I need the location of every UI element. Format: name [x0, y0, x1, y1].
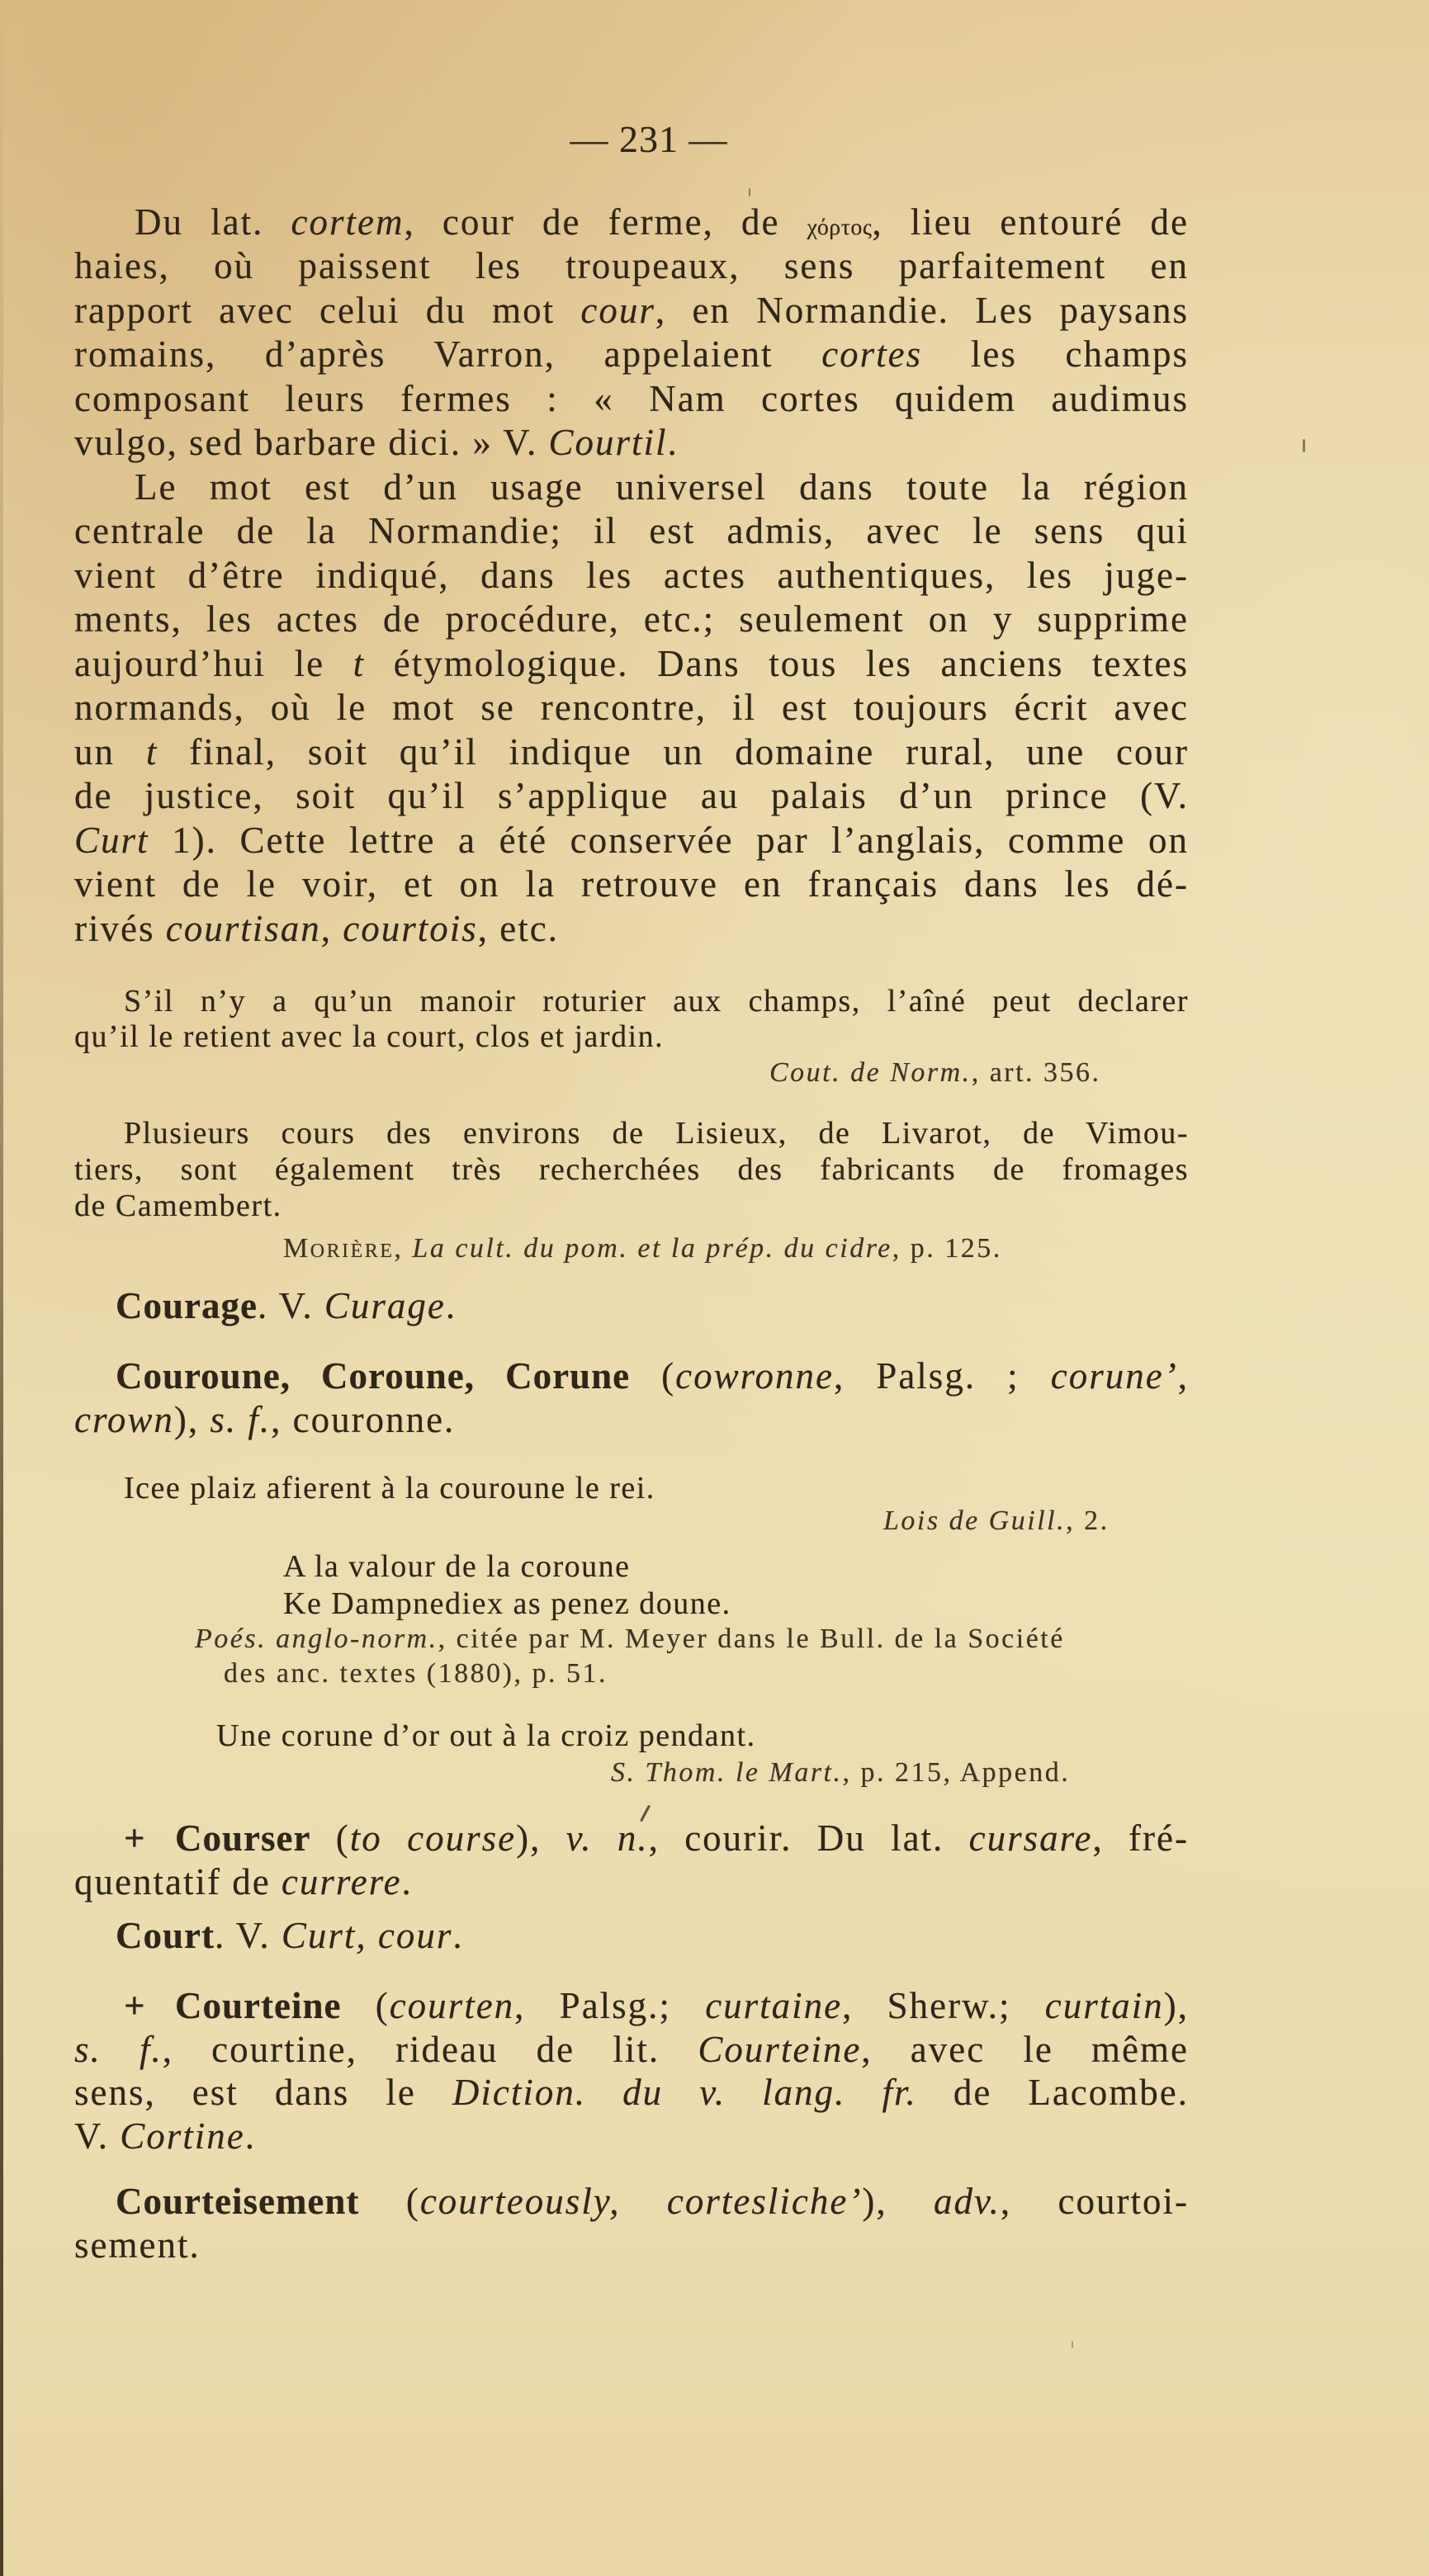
- italic-text: t: [353, 643, 366, 684]
- italic-text: curtain: [1044, 1985, 1164, 2026]
- small-caps-author: Morière: [283, 1233, 395, 1264]
- italic-text: crown: [74, 1399, 174, 1440]
- text-run: Le mot est d’un usage universel dans toute la région: [135, 466, 1189, 508]
- text-run: .: [445, 1285, 457, 1326]
- text-run: ,: [1177, 1355, 1189, 1397]
- italic-text: Lois de Guill.: [883, 1505, 1067, 1536]
- headword: Courteine: [175, 1985, 342, 2026]
- text-line: [74, 731, 1190, 773]
- text-run: final, soit qu’il indique un domaine rural, une cour: [158, 731, 1190, 773]
- headword-line: [116, 1285, 1189, 1326]
- italic-text: cursare: [968, 1817, 1093, 1859]
- headword-line: [175, 1817, 1189, 1859]
- text-run: romains, d’après Varron, appelaient: [74, 333, 822, 375]
- italic-text: v. n.: [565, 1817, 649, 1859]
- italic-text: courtois: [343, 908, 478, 949]
- quote-line: [216, 1720, 1189, 1751]
- text-line: [135, 201, 1189, 243]
- text-run: . V.: [214, 1915, 282, 1956]
- text-run: .: [667, 422, 679, 463]
- text-run: des anc. textes (1880), p. 51.: [224, 1658, 608, 1689]
- text-run: ,: [394, 1233, 413, 1264]
- text-run: ),: [862, 2181, 934, 2222]
- text-run: aujourd’hui le: [74, 643, 353, 684]
- text-run: ),: [1163, 1985, 1189, 2026]
- citation-source: [283, 1235, 1189, 1263]
- text-run: ),: [516, 1817, 566, 1859]
- text-run: ),: [173, 1399, 211, 1440]
- text-run: les champs: [922, 333, 1189, 375]
- text-run: .: [244, 2115, 256, 2157]
- text-run: , citée par M. Meyer dans le Bull. de la Société: [438, 1624, 1065, 1654]
- page-edge-shadow: [0, 0, 3, 2576]
- text-line: [74, 333, 1189, 375]
- italic-text: s. f.: [74, 2029, 163, 2070]
- text-run: , fré-: [1092, 1817, 1189, 1859]
- text-run: , couronne.: [271, 1399, 456, 1440]
- text-run: , art. 356.: [971, 1057, 1101, 1088]
- text-run: .: [452, 1915, 464, 1956]
- text-line: [74, 380, 1189, 418]
- text-run: (: [341, 1985, 390, 2026]
- text-run: ,: [320, 908, 343, 949]
- ink-speck: [749, 188, 750, 196]
- text-line: [74, 2031, 1189, 2068]
- text-run: (: [359, 2181, 420, 2222]
- text-run: ments, les actes de procédure, etc.; seulement on y supprime: [74, 598, 1189, 640]
- text-run: de Lacombe.: [916, 2072, 1190, 2113]
- headword-line: [175, 1985, 1189, 2026]
- text-line: [74, 822, 1189, 859]
- text-run: , courir. Du lat.: [648, 1817, 969, 1859]
- text-line: [74, 557, 1189, 594]
- italic-text: cour: [580, 290, 655, 331]
- citation-source: [611, 1759, 1189, 1787]
- text-line: [74, 689, 1189, 726]
- greek-word: χόρτος: [807, 215, 873, 240]
- verse-line: [283, 1551, 1189, 1582]
- ink-speck: [1072, 2341, 1073, 2348]
- text-run: , Palsg. ;: [833, 1355, 1051, 1397]
- italic-text: Diction. du v. lang. fr.: [452, 2072, 917, 2113]
- quote-line: [124, 1472, 1189, 1504]
- italic-text: t: [145, 731, 159, 773]
- italic-text: corune’: [1050, 1355, 1178, 1397]
- italic-text: Curt, cour: [281, 1915, 453, 1956]
- text-run: V.: [74, 2115, 121, 2157]
- italic-text: s. f.: [210, 1399, 272, 1440]
- text-run: quentatif de: [74, 1861, 282, 1902]
- italic-text: cortes: [821, 333, 923, 375]
- text-line: [74, 598, 1189, 640]
- quote-line: [124, 1118, 1189, 1149]
- text-run: étymologique. Dans tous les anciens textes: [365, 643, 1189, 684]
- headword: Couroune, Coroune, Corune: [116, 1355, 631, 1397]
- text-run: vient de le voir, et on la retrouve en français dans les dé-: [74, 863, 1189, 905]
- text-line: [74, 645, 1189, 683]
- page-number: — 231 —: [570, 118, 728, 160]
- italic-text: cortem: [291, 201, 405, 243]
- citation-source: [195, 1625, 1189, 1653]
- text-run: , Palsg.;: [514, 1985, 706, 2026]
- text-run: de justice, soit qu’il s’applique au palais d’un prince (V.: [74, 775, 1189, 816]
- text-line: [74, 424, 1189, 461]
- headword-line: [116, 1355, 1189, 1397]
- text-run: qu’il le retient avec la court, clos et jardin.: [74, 1019, 665, 1054]
- text-run: rapport avec celui du mot: [74, 290, 581, 331]
- text-run: vient d’être indiqué, dans les actes authentiques, les juge-: [74, 555, 1189, 596]
- quote-line: [124, 985, 1189, 1017]
- italic-text: adv.: [933, 2181, 1001, 2222]
- text-run: (: [630, 1355, 676, 1397]
- text-run: , Sherw.;: [842, 1985, 1045, 2026]
- quote-line: [74, 1021, 1189, 1052]
- text-run: A la valour de la coroune: [283, 1549, 631, 1584]
- text-run: , en Normandie. Les paysans: [655, 290, 1189, 331]
- text-run: composant leurs fermes : « Nam cortes quidem audimus: [74, 378, 1189, 419]
- quote-line: [74, 1154, 1189, 1185]
- text-line: [74, 2115, 1189, 2157]
- italic-text: courtisan: [165, 908, 321, 949]
- italic-text: Curage: [324, 1285, 446, 1326]
- text-run: S’il n’y a qu’un manoir roturier aux champs, l’aîné peut declarer: [124, 984, 1189, 1019]
- text-run: haies, où paissent les troupeaux, sens parfaitement en: [74, 245, 1189, 286]
- text-line: [74, 245, 1189, 286]
- citation-source: [769, 1059, 1189, 1087]
- text-run: , p. 215, Append.: [842, 1757, 1071, 1788]
- italic-text: to course: [349, 1817, 517, 1859]
- text-run: 1). Cette lettre a été conservée par l’anglais, comme on: [149, 820, 1189, 861]
- text-run: , courtoi-: [1000, 2181, 1189, 2222]
- text-run: , etc.: [477, 908, 559, 949]
- text-run: Du lat.: [135, 201, 291, 243]
- text-line: [74, 910, 1189, 948]
- text-run: sens, est dans le: [74, 2072, 452, 2113]
- italic-text: Cortine: [120, 2115, 245, 2157]
- headword: Court: [116, 1915, 215, 1956]
- text-line: [74, 775, 1189, 816]
- italic-text: S. Thom. le Mart.: [611, 1757, 843, 1788]
- italic-text: cowronne: [675, 1355, 834, 1397]
- italic-text: Cout. de Norm.: [769, 1057, 972, 1088]
- text-run: , courtine, rideau de lit.: [162, 2029, 698, 2070]
- text-run: , 2.: [1066, 1505, 1110, 1536]
- text-line: [74, 2074, 1189, 2111]
- text-run: normands, où le mot se rencontre, il est toujours écrit avec: [74, 687, 1189, 728]
- text-line: [74, 1401, 1189, 1439]
- citation-source: [883, 1507, 1189, 1535]
- text-run: de Camembert.: [74, 1189, 282, 1223]
- new-word-marker: +: [124, 1817, 145, 1859]
- italic-text: Courteine: [698, 2029, 862, 2070]
- text-line: [74, 510, 1189, 551]
- text-run: vulgo, sed barbare dici. » V.: [74, 422, 549, 463]
- text-line: [74, 1861, 1189, 1902]
- text-line: [74, 2224, 1189, 2266]
- text-run: Plusieurs cours des environs de Lisieux, de Livarot, de Vimou-: [124, 1116, 1189, 1151]
- verse-line: [283, 1588, 1189, 1619]
- quote-line: [74, 1190, 1189, 1222]
- italic-text: courten: [389, 1985, 515, 2026]
- text-run: , p. 125.: [892, 1233, 1002, 1264]
- text-run: Une corune d’or out à la croiz pendant.: [216, 1718, 756, 1753]
- headword-line: [116, 1917, 1189, 1954]
- italic-text: Poés. anglo-norm.: [195, 1624, 438, 1654]
- headword: Courage: [116, 1285, 258, 1326]
- text-run: Ke Dampnediex as penez doune.: [283, 1586, 731, 1621]
- text-run: sement.: [74, 2224, 201, 2266]
- text-run: , cour de ferme, de: [404, 201, 807, 243]
- italic-text: Courtil: [548, 422, 668, 463]
- headword: Courser: [175, 1817, 311, 1859]
- text-run: .: [401, 1861, 413, 1902]
- text-run: . V.: [257, 1285, 324, 1326]
- italic-text: Curt: [74, 820, 149, 861]
- text-line: [135, 466, 1189, 508]
- text-line: [74, 292, 1189, 329]
- ink-speck: [1303, 439, 1305, 452]
- citation-source: [224, 1660, 1189, 1688]
- text-run: Icee plaiz afierent à la couroune le rei.: [124, 1471, 655, 1505]
- headword: Courteisement: [116, 2181, 360, 2222]
- text-run: (: [310, 1817, 350, 1859]
- italic-text: currere: [281, 1861, 402, 1902]
- italic-text: courteously, cortesliche’: [419, 2181, 863, 2222]
- new-word-marker: +: [124, 1985, 145, 2026]
- text-run: , avec le même: [861, 2029, 1189, 2070]
- text-run: tiers, sont également très recherchées des fabricants de fromages: [74, 1152, 1189, 1187]
- text-run: , lieu entouré de: [872, 201, 1189, 243]
- headword-line: [116, 2183, 1189, 2220]
- text-line: [74, 863, 1189, 905]
- italic-text: La cult. du pom. et la prép. du cidre: [412, 1233, 892, 1264]
- text-run: centrale de la Normandie; il est admis, avec le sens qui: [74, 510, 1189, 551]
- text-run: un: [74, 731, 146, 773]
- text-run: rivés: [74, 908, 166, 949]
- italic-text: curtaine: [705, 1985, 843, 2026]
